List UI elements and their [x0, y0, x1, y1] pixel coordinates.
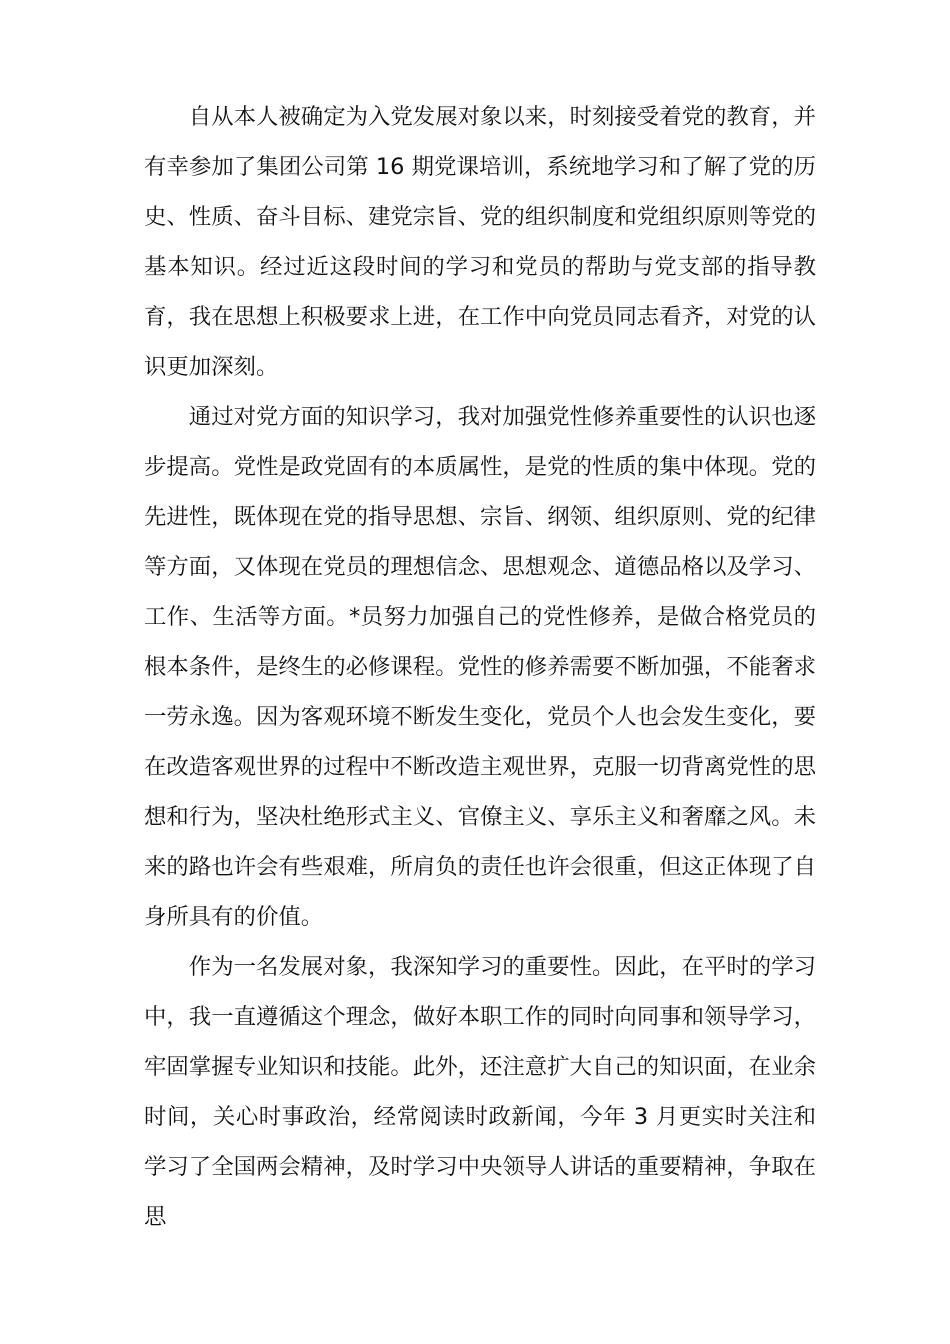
paragraph-3: 作为一名发展对象，我深知学习的重要性。因此，在平时的学习中，我一直遵循这个理念，做好本职工作的同时向同事和领导学习，牢固掌握专业知识和技能。此外，还注意扩大自己的知识面，在业余时间，关心时事政治，经常阅读时政新闻，今年 3 月更实时关注和学习了全国两会精神，及时学习中央领导人讲话的重要精神，争取在思 — [144, 954, 816, 1230]
paragraph-1: 自从本人被确定为入党发展对象以来，时刻接受着党的教育，并有幸参加了集团公司第 16 期党课培训，系统地学习和了解了党的历史、性质、奋斗目标、建党宗旨、党的组织制度和党组织原则等党的基本知识。经过近这段时间的学习和党员的帮助与党支部的指导教育，我在思想上积极要求上进，在工作中向党员同志看齐，对党的认识更加深刻。 — [144, 104, 816, 380]
paragraph-2: 通过对党方面的知识学习，我对加强党性修养重要性的认识也逐步提高。党性是政党固有的本质属性，是党的性质的集中体现。党的先进性，既体现在党的指导思想、宗旨、纲领、组织原则、党的纪律等方面，又体现在党员的理想信念、思想观念、道德品格以及学习、工作、生活等方面。*员努力加强自己的党性修养，是做合格党员的根本条件，是终生的必修课程。党性的修养需要不断加强，不能奢求一劳永逸。因为客观环境不断发生变化，党员个人也会发生变化，要在改造客观世界的过程中不断改造主观世界，克服一切背离党性的思想和行为，坚决杜绝形式主义、官僚主义、享乐主义和奢靡之风。未来的路也许会有些艰难，所肩负的责任也许会很重，但这正体现了自身所具有的价值。 — [144, 404, 816, 930]
document-body — [144, 92, 816, 1242]
